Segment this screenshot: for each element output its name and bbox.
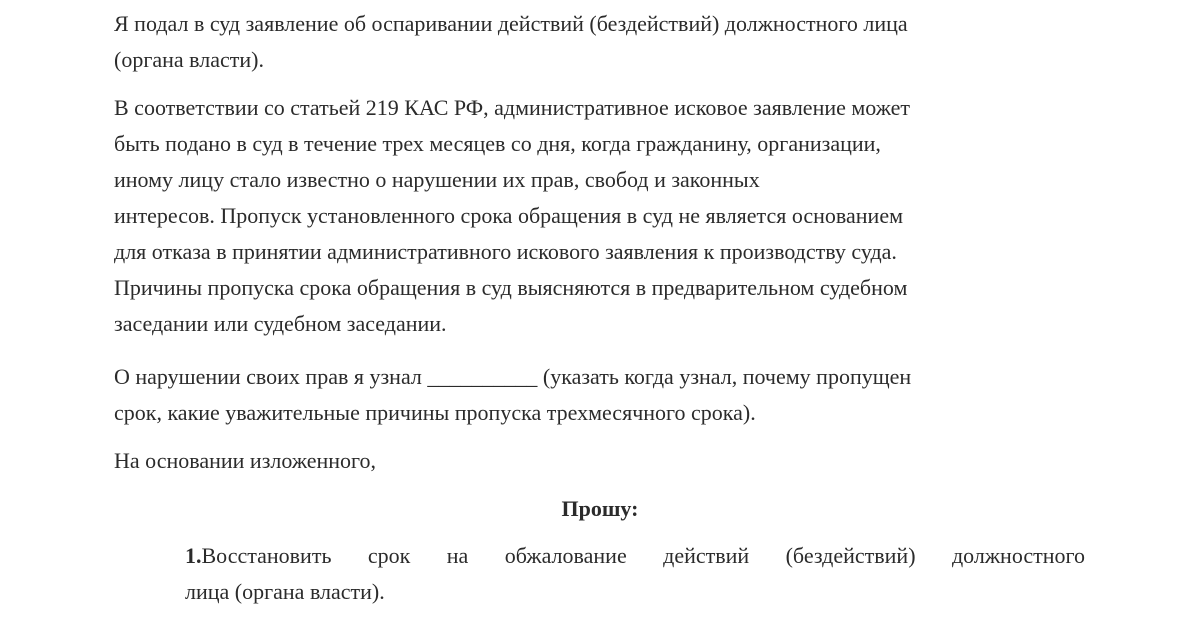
paragraph-conclusion xyxy=(114,443,1089,479)
request-number: 1. xyxy=(185,543,202,568)
text-line: (органа власти). xyxy=(114,47,264,72)
text-line: интересов. Пропуск установленного срока обращения в суд не является основанием xyxy=(114,203,904,228)
text-line: Я подал в суд заявление об оспаривании действий (бездействий) должностного лица xyxy=(114,11,908,36)
text-line: Причины пропуска срока обращения в суд выясняются в предварительном судебном xyxy=(114,275,908,300)
text-line: для отказа в принятии административного искового заявления к производству суда. xyxy=(114,239,897,264)
request-item-1 xyxy=(185,538,1085,610)
text-line: В соответствии со статьей 219 КАС РФ, административное исковое заявление может xyxy=(114,95,911,120)
text-line: иному лицу стало известно о нарушении их прав, свобод и законных xyxy=(114,167,760,192)
text-line: заседании или судебном заседании. xyxy=(114,311,447,336)
request-text: Восстановить срок на обжалование действий (бездействий) должностного xyxy=(201,543,1085,568)
request-line xyxy=(185,538,1085,574)
paragraph-legal-basis xyxy=(114,90,1089,342)
request-heading: Прошу: xyxy=(561,496,639,521)
text-line: быть подано в суд в течение трех месяцев со дня, когда гражданину, организации, xyxy=(114,131,881,156)
text-line: На основании изложенного, xyxy=(114,448,377,473)
paragraph-filing-statement xyxy=(114,6,1089,78)
paragraph-violation-notice xyxy=(114,359,1089,431)
request-line: лица (органа власти). xyxy=(185,579,385,604)
text-line: срок, какие уважительные причины пропуска трехмесячного срока). xyxy=(114,400,756,425)
text-line: О нарушении своих прав я узнал __________ (указать когда узнал, почему пропущен xyxy=(114,364,912,389)
